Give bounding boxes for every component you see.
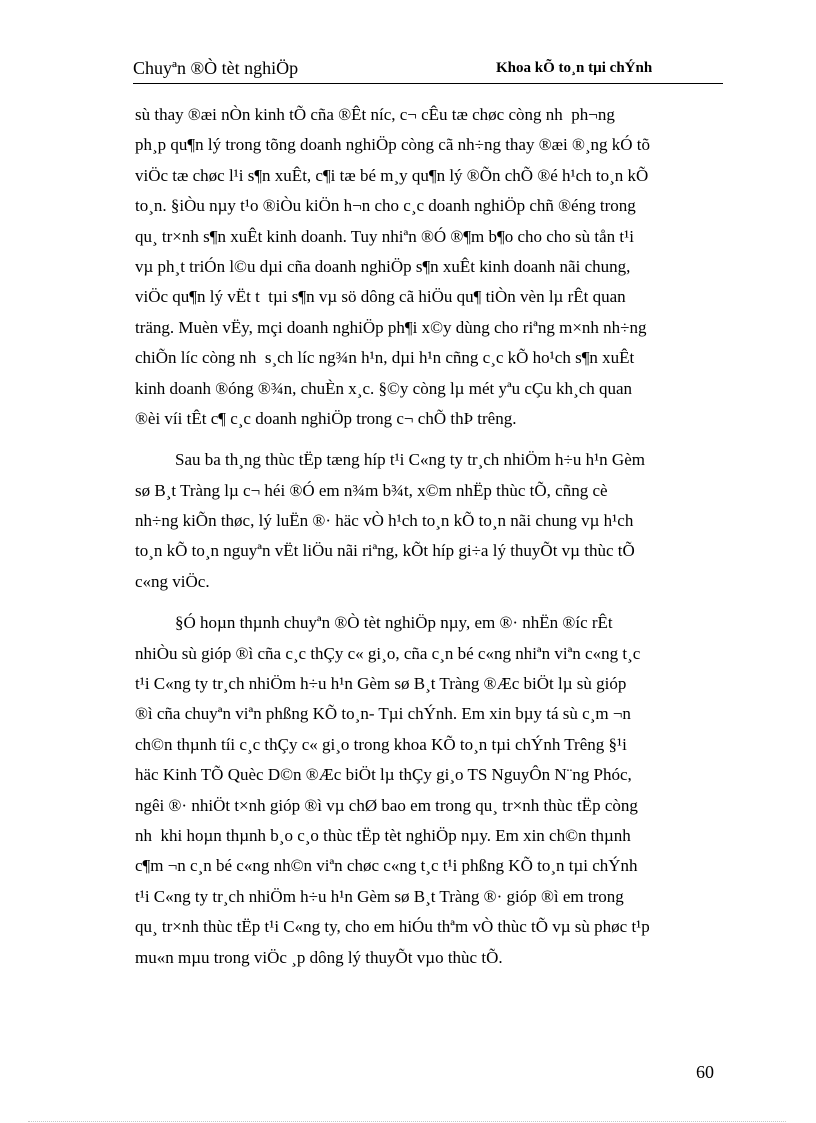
- paragraph-spacing: [135, 597, 719, 608]
- text-line: qu¸ tr×nh s¶n xuÊt kinh doanh. Tuy nhiªn ®Ó ®¶m b¶o cho cho sù tån t¹i: [135, 226, 634, 246]
- text-line: nh÷ng kiÕn thøc, lý luËn ®· häc vÒ h¹ch to¸n kÕ to¸n nãi chung vµ h¹ch: [135, 511, 634, 531]
- text-line: sø B¸t Tràng lµ c¬ héi ®Ó em n¾m b¾t, x©m nhËp thùc tÕ, cñng cè: [135, 480, 608, 500]
- text-line: viÖc tæ chøc l¹i s¶n xuÊt, c¶i tæ bé m¸y qu¶n lý ®Õn chÕ ®é h¹ch to¸n kÕ: [135, 165, 649, 185]
- text-line: ch©n thµnh tíi c¸c thÇy c« gi¸o trong khoa KÕ to¸n tµi chÝnh Trêng §¹i: [135, 734, 627, 754]
- text-line: §Ó hoµn thµnh chuyªn ®Ò tèt nghiÖp nµy, em ®· nhËn ®íc rÊt: [175, 613, 613, 633]
- text-line: viÖc qu¶n lý vËt t tµi s¶n vµ sö dông cã hiÖu qu¶ tiÒn vèn lµ rÊt quan: [135, 287, 626, 307]
- text-line: ®èi víi tÊt c¶ c¸c doanh nghiÖp trong c¬ chÕ thÞ trêng.: [135, 408, 517, 428]
- text-line: ph¸p qu¶n lý trong tõng doanh nghiÖp còng cã nh÷ng thay ®æi ®¸ng kÓ tõ: [135, 135, 651, 155]
- text-line: kinh doanh ®óng ®¾n, chuÈn x¸c. §©y còng lµ mét yªu cÇu kh¸ch quan: [135, 378, 633, 398]
- text-line: häc Kinh TÕ Quèc D©n ®Æc biÖt lµ thÇy gi¸o TS NguyÔn N¨ng Phóc,: [135, 765, 632, 785]
- text-line: Sau ba th¸ng thùc tËp tæng híp t¹i C«ng ty tr¸ch nhiÖm h÷u h¹n Gèm: [175, 450, 645, 470]
- page-header: [133, 58, 719, 84]
- paragraph-3: [135, 608, 719, 973]
- text-line: ®ì cña chuyªn viªn phßng KÕ to¸n- Tµi chÝnh. Em xin bµy tá sù c¸m ¬n: [135, 704, 631, 724]
- text-line: ngêi ®· nhiÖt t×nh gióp ®ì vµ chØ bao em trong qu¸ tr×nh thùc tËp còng: [135, 795, 638, 815]
- text-line: to¸n. §iÒu nµy t¹o ®iÒu kiÖn h¬n cho c¸c doanh nghiÖp chñ ®éng trong: [135, 196, 636, 216]
- paragraph-spacing: [135, 434, 719, 445]
- text-line: sù thay ®æi nÒn kinh tÕ cña ®Êt níc, c¬ cÊu tæ chøc còng nh ph¬ng: [135, 105, 615, 124]
- text-line: nhiÒu sù gióp ®ì cña c¸c thÇy c« gi¸o, cña c¸n bé c«ng nhiªn viªn c«ng t¸c: [135, 643, 641, 663]
- text-line: chiÕn líc còng nh s¸ch líc ng¾n h¹n, dµi h¹n cñng c¸c kÕ ho¹ch s¶n xuÊt: [135, 348, 635, 368]
- page-bottom-border: [28, 1121, 786, 1122]
- text-line: t¹i C«ng ty tr¸ch nhiÖm h÷u h¹n Gèm sø B¸t Tràng ®· gióp ®ì em trong: [135, 886, 624, 906]
- header-department: Khoa kÕ to¸n tµi chÝnh: [496, 60, 653, 76]
- text-line: c¶m ¬n c¸n bé c«ng nh©n viªn chøc c«ng t¸c t¹i phßng KÕ to¸n tµi chÝnh: [135, 856, 638, 876]
- page-number: 60: [696, 1062, 714, 1082]
- paragraph-2: [135, 445, 719, 597]
- header-divider: [133, 83, 723, 84]
- page-body: [135, 100, 719, 973]
- text-line: qu¸ tr×nh thùc tËp t¹i C«ng ty, cho em hiÓu thªm vÒ thùc tÕ vµ sù phøc t¹p: [135, 917, 650, 937]
- text-line: c«ng viÖc.: [135, 571, 210, 591]
- text-line: mu«n mµu trong viÖc ¸p dông lý thuyÕt vµo thùc tÕ.: [135, 947, 503, 967]
- header-report-title: Chuyªn ®Ò tèt nghiÖp: [133, 58, 299, 78]
- text-line: träng. Muèn vËy, mçi doanh nghiÖp ph¶i x©y dùng cho riªng m×nh nh÷ng: [135, 317, 647, 337]
- text-line: vµ ph¸t triÓn l©u dµi cña doanh nghiÖp s¶n xuÊt kinh doanh nãi chung,: [135, 256, 631, 276]
- text-line: to¸n kÕ to¸n nguyªn vËt liÖu nãi riªng, kÕt híp gi÷a lý thuyÕt vµ thùc tÕ: [135, 541, 635, 561]
- paragraph-1: [135, 100, 719, 434]
- text-line: nh khi hoµn thµnh b¸o c¸o thùc tËp tèt nghiÖp nµy. Em xin ch©n thµnh: [135, 825, 631, 845]
- text-line: t¹i C«ng ty tr¸ch nhiÖm h÷u h¹n Gèm sø B¸t Tràng ®Æc biÖt lµ sù gióp: [135, 674, 627, 694]
